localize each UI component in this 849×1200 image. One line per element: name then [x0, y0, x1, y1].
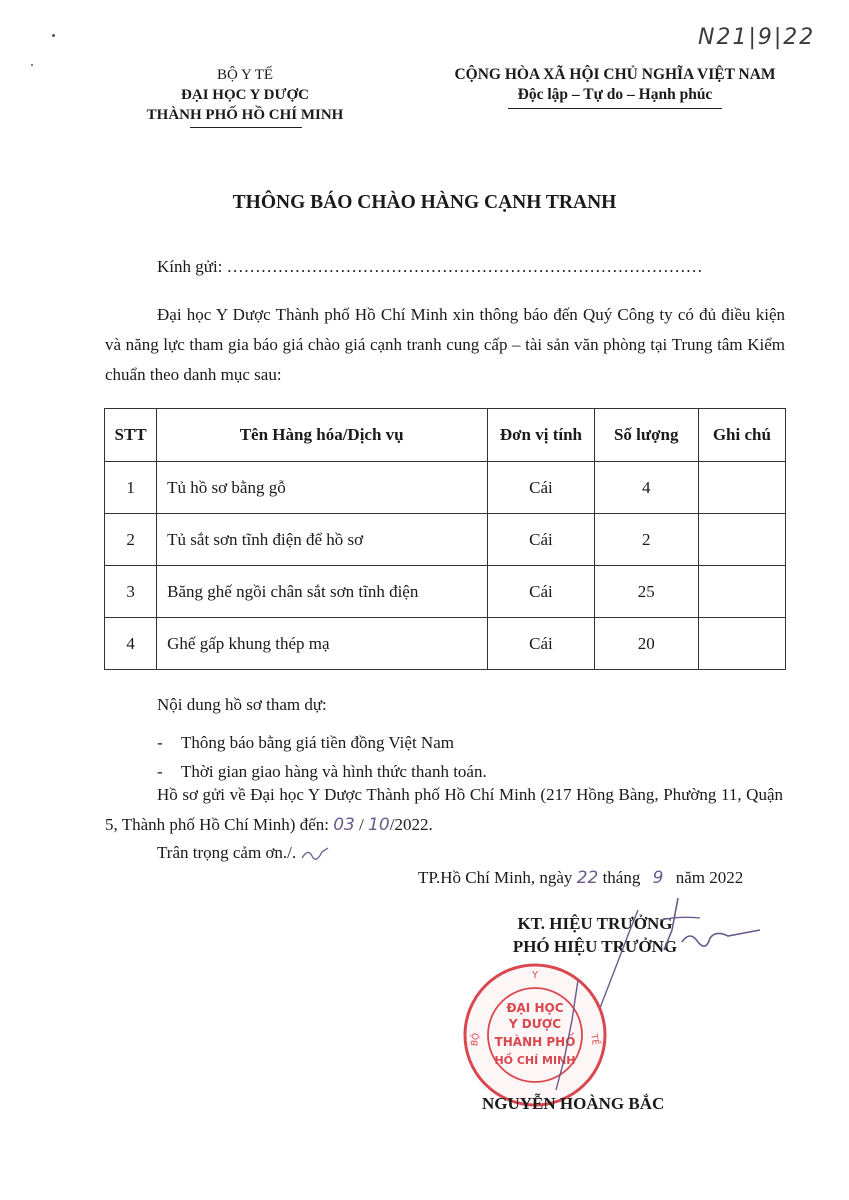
submission-requirements-list: [157, 728, 487, 786]
date-month-label: tháng: [602, 868, 641, 887]
date-day: 22: [576, 868, 599, 888]
document-title: THÔNG BÁO CHÀO HÀNG CẠNH TRANH: [232, 192, 617, 213]
list-item-text: Thông báo bằng giá tiền đồng Việt Nam: [181, 733, 454, 752]
col-header-qty: Số lượng: [594, 409, 698, 462]
seal-line-3: THÀNH PHỐ: [494, 1035, 576, 1049]
goods-table: [104, 408, 786, 670]
cell-qty: 2: [594, 514, 698, 566]
cell-unit: Cái: [488, 618, 594, 670]
seal-line-1: ĐẠI HỌC: [506, 1001, 564, 1015]
place-and-date: [418, 868, 743, 888]
table-row: [105, 462, 786, 514]
cell-stt: 3: [105, 566, 157, 618]
cell-stt: 1: [105, 462, 157, 514]
recipient-line: Kính gửi: …………………………………………………………………………: [157, 257, 703, 276]
dash-bullet: -: [157, 733, 163, 752]
signer-name: NGUYỄN HOÀNG BẮC: [482, 1094, 665, 1113]
table-header-row: [105, 409, 786, 462]
handwritten-reference-number: N21|9|22: [698, 25, 816, 50]
cell-stt: 2: [105, 514, 157, 566]
submission-content-label: Nội dung hồ sơ tham dự:: [157, 695, 327, 714]
intro-paragraph: Đại học Y Dược Thành phố Hồ Chí Minh xin thông báo đến Quý Công ty có đủ điều kiện và năng lực tham gia báo giá chào giá cạnh tranh cung cấp – tài sản văn phòng tại Trung tâm Kiểm chuẩn theo danh mục sau:: [105, 305, 785, 384]
cell-name: Băng ghế ngồi chân sắt sơn tĩnh điện: [157, 566, 488, 618]
ministry-name: BỘ Y TẾ: [216, 67, 274, 83]
seal-side-left: BỘ: [469, 1032, 483, 1048]
seal-top-letter: Y: [531, 970, 539, 981]
cell-name: Tủ hồ sơ bằng gỗ: [157, 462, 488, 514]
motto-underline: [508, 108, 722, 109]
university-seal: [460, 960, 610, 1110]
place-date-prefix: TP.Hồ Chí Minh, ngày: [418, 868, 573, 887]
cell-qty: 25: [594, 566, 698, 618]
national-motto: Độc lập – Tự do – Hạnh phúc: [517, 86, 713, 103]
col-header-stt: STT: [105, 409, 157, 462]
list-item: [157, 728, 487, 757]
cell-stt: 4: [105, 618, 157, 670]
country-name: CỘNG HÒA XÃ HỘI CHỦ NGHĨA VIỆT NAM: [454, 66, 776, 83]
table-row: [105, 618, 786, 670]
closing-thanks: [157, 838, 330, 868]
submission-address-text: Hồ sơ gửi về Đại học Y Dược Thành phố Hồ Chí Minh (217 Hồng Bàng, Phường 11, Quận 5, Thành phố Hồ Chí Minh) đến:: [105, 785, 783, 834]
cell-unit: Cái: [488, 566, 594, 618]
cell-note: [698, 514, 785, 566]
scan-speck: [31, 64, 33, 66]
col-header-name: Tên Hàng hóa/Dịch vụ: [157, 409, 488, 462]
scan-speck: [52, 34, 55, 37]
deadline-year: /2022.: [389, 815, 433, 834]
deadline-month: 10: [368, 815, 390, 835]
col-header-unit: Đơn vị tính: [488, 409, 594, 462]
date-month: 9: [652, 868, 664, 888]
cell-note: [698, 618, 785, 670]
deadline-day: 03: [333, 815, 355, 835]
signatory-title-2: PHÓ HIỆU TRƯỞNG: [512, 937, 678, 956]
initials-scribble: [300, 846, 330, 862]
cell-qty: 4: [594, 462, 698, 514]
cell-unit: Cái: [488, 462, 594, 514]
table-row: [105, 566, 786, 618]
submission-address-paragraph: [105, 780, 783, 840]
deadline-separator: /: [359, 815, 364, 834]
issuer-underline: [190, 127, 302, 128]
issuer-block: [120, 65, 370, 125]
cell-qty: 20: [594, 618, 698, 670]
date-year: năm 2022: [675, 868, 744, 887]
signatory-title-1: KT. HIỆU TRƯỞNG: [517, 914, 673, 933]
university-name: ĐẠI HỌC Y DƯỢC: [181, 87, 309, 103]
col-header-note: Ghi chú: [698, 409, 785, 462]
cell-name: Tủ sắt sơn tĩnh điện để hồ sơ: [157, 514, 488, 566]
national-motto-block: [420, 65, 810, 105]
cell-note: [698, 462, 785, 514]
seal-line-4: HỒ CHÍ MINH: [494, 1054, 576, 1067]
cell-name: Ghế gấp khung thép mạ: [157, 618, 488, 670]
dash-bullet: -: [157, 762, 163, 781]
cell-unit: Cái: [488, 514, 594, 566]
cell-note: [698, 566, 785, 618]
table-row: [105, 514, 786, 566]
seal-line-2: Y DƯỢC: [508, 1017, 562, 1031]
university-city: THÀNH PHỐ HỒ CHÍ MINH: [146, 107, 344, 123]
list-item-text: Thời gian giao hàng và hình thức thanh toán.: [181, 762, 487, 781]
seal-side-right: TẾ: [588, 1033, 600, 1047]
closing-thanks-text: Trân trọng cảm ơn./.: [157, 843, 297, 862]
